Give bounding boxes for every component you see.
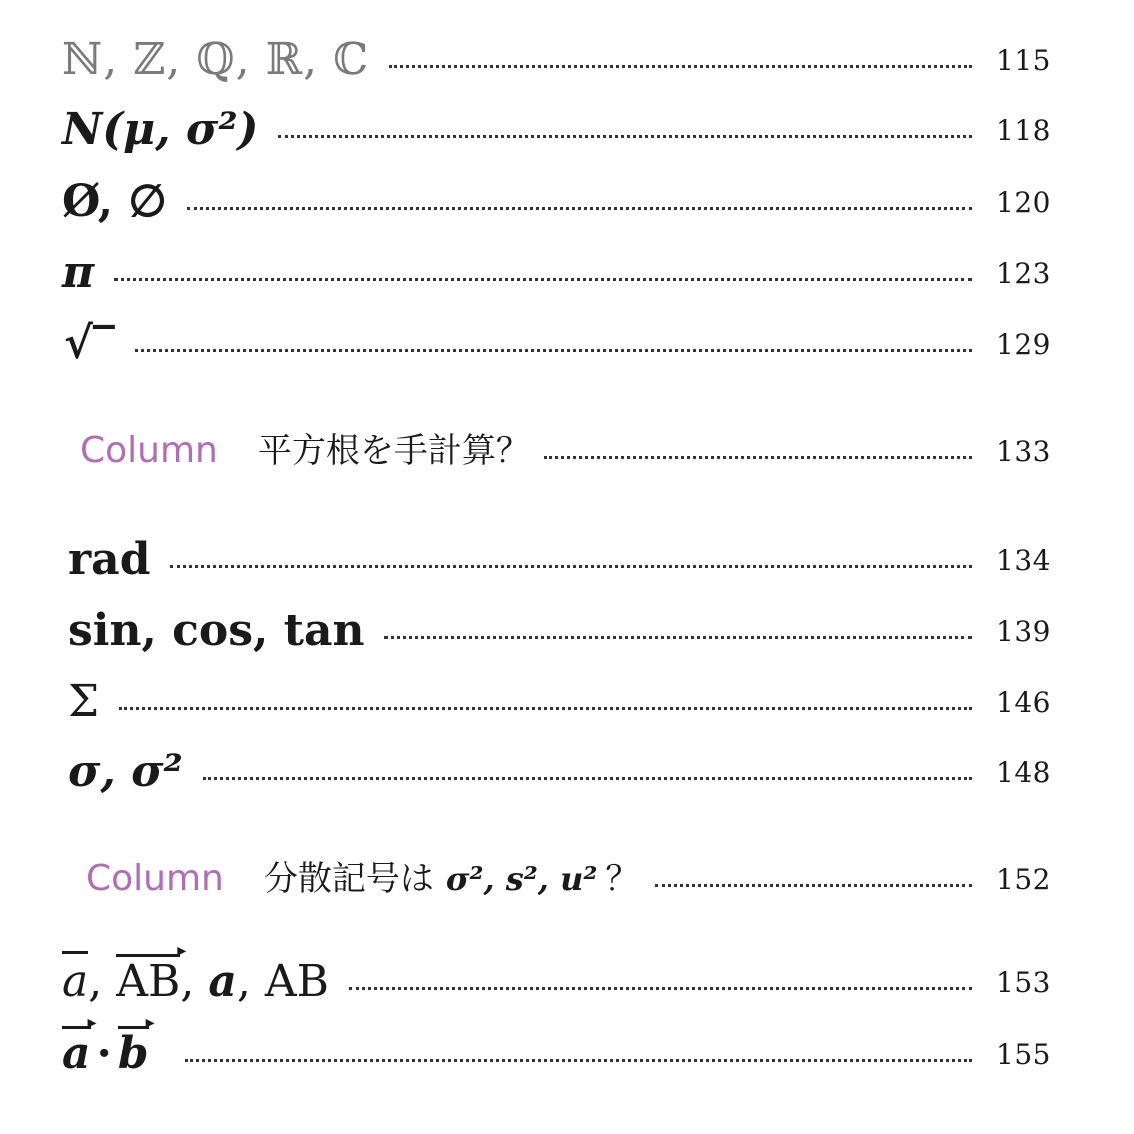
column-title-math: σ², s², u² [445,860,598,898]
toc-page-number: 115 [996,43,1051,77]
toc-entry-label [62,247,95,298]
toc-entry[interactable] [62,742,1051,802]
toc-entry-label [62,956,329,1007]
dot-leader [170,565,972,568]
toc-entry-label-text: N(μ, σ²) [62,104,259,155]
toc-page-number: 129 [996,327,1051,361]
dot-leader [114,278,972,281]
dot-leader [135,349,972,352]
comma: , [236,956,265,1007]
toc-entry[interactable] [62,952,1051,1012]
toc-entry[interactable] [62,672,1051,732]
toc-entry-label: Σ [68,676,100,727]
column-title: 平方根を手計算？ [257,431,530,471]
toc-page-number: 118 [996,113,1051,147]
toc-page-number: 148 [996,755,1051,789]
toc-entry-label: rad [68,534,151,585]
vector-ab-plain: AB [264,956,329,1007]
toc-entry[interactable] [62,530,1051,590]
column-tag: Column [80,430,218,471]
toc-page-number: 133 [996,434,1051,468]
toc-entry-label-text: π [62,247,95,298]
toc-page-number: 123 [996,256,1051,290]
comma: , [180,956,209,1007]
toc-page-number: 153 [996,965,1051,999]
toc-page-number: 152 [996,862,1051,896]
toc-column-entry[interactable] [62,849,1051,909]
vector-a-overline: a [62,951,88,1007]
toc-entry[interactable] [62,601,1051,661]
dot-leader [278,135,972,138]
dot-leader [203,777,972,780]
toc-entry-label [62,1028,149,1079]
toc-entry-label: ℕ, ℤ, ℚ, ℝ, ℂ [62,34,370,85]
toc-entry[interactable] [62,30,1051,90]
toc-page-number: 155 [996,1037,1051,1071]
dot-leader [187,207,972,210]
dot-leader [389,65,972,68]
vector-ab-arrow: AB ▸ [116,960,180,1004]
toc-page-number: 146 [996,685,1051,719]
toc-entry-label: √‾ [64,318,115,369]
toc-entry[interactable] [62,314,1051,374]
toc-entry-label [62,104,259,155]
column-title-end: ？ [605,859,640,899]
dot-leader [544,456,972,459]
dot-leader [349,987,972,990]
vector-a: a ▸ [62,1032,91,1076]
dot-leader [655,884,972,887]
toc-page-number: 139 [996,614,1051,648]
toc-entry[interactable] [62,1024,1051,1084]
vector-b: b ▸ [118,1032,149,1076]
dot-leader [119,707,972,710]
toc-entry[interactable] [62,243,1051,303]
vector-a-bold: a [208,956,237,1007]
toc-entry-label-text: σ, σ² [68,746,183,797]
dot-leader [384,636,972,639]
toc-page-number: 120 [996,185,1051,219]
toc-page-number: 134 [996,543,1051,577]
toc-entry-label: Ø, ∅ [62,176,167,227]
dot-operator: · [96,1028,112,1079]
toc-entry[interactable] [62,100,1051,160]
column-title: 分散記号は [263,859,434,899]
comma: , [88,956,117,1007]
column-tag: Column [86,858,224,899]
dot-leader [185,1059,972,1062]
toc-column-entry[interactable] [62,421,1051,481]
toc-entry-label: sin, cos, tan [68,605,365,656]
toc-entry-label [68,746,183,797]
toc-entry[interactable] [62,172,1051,232]
